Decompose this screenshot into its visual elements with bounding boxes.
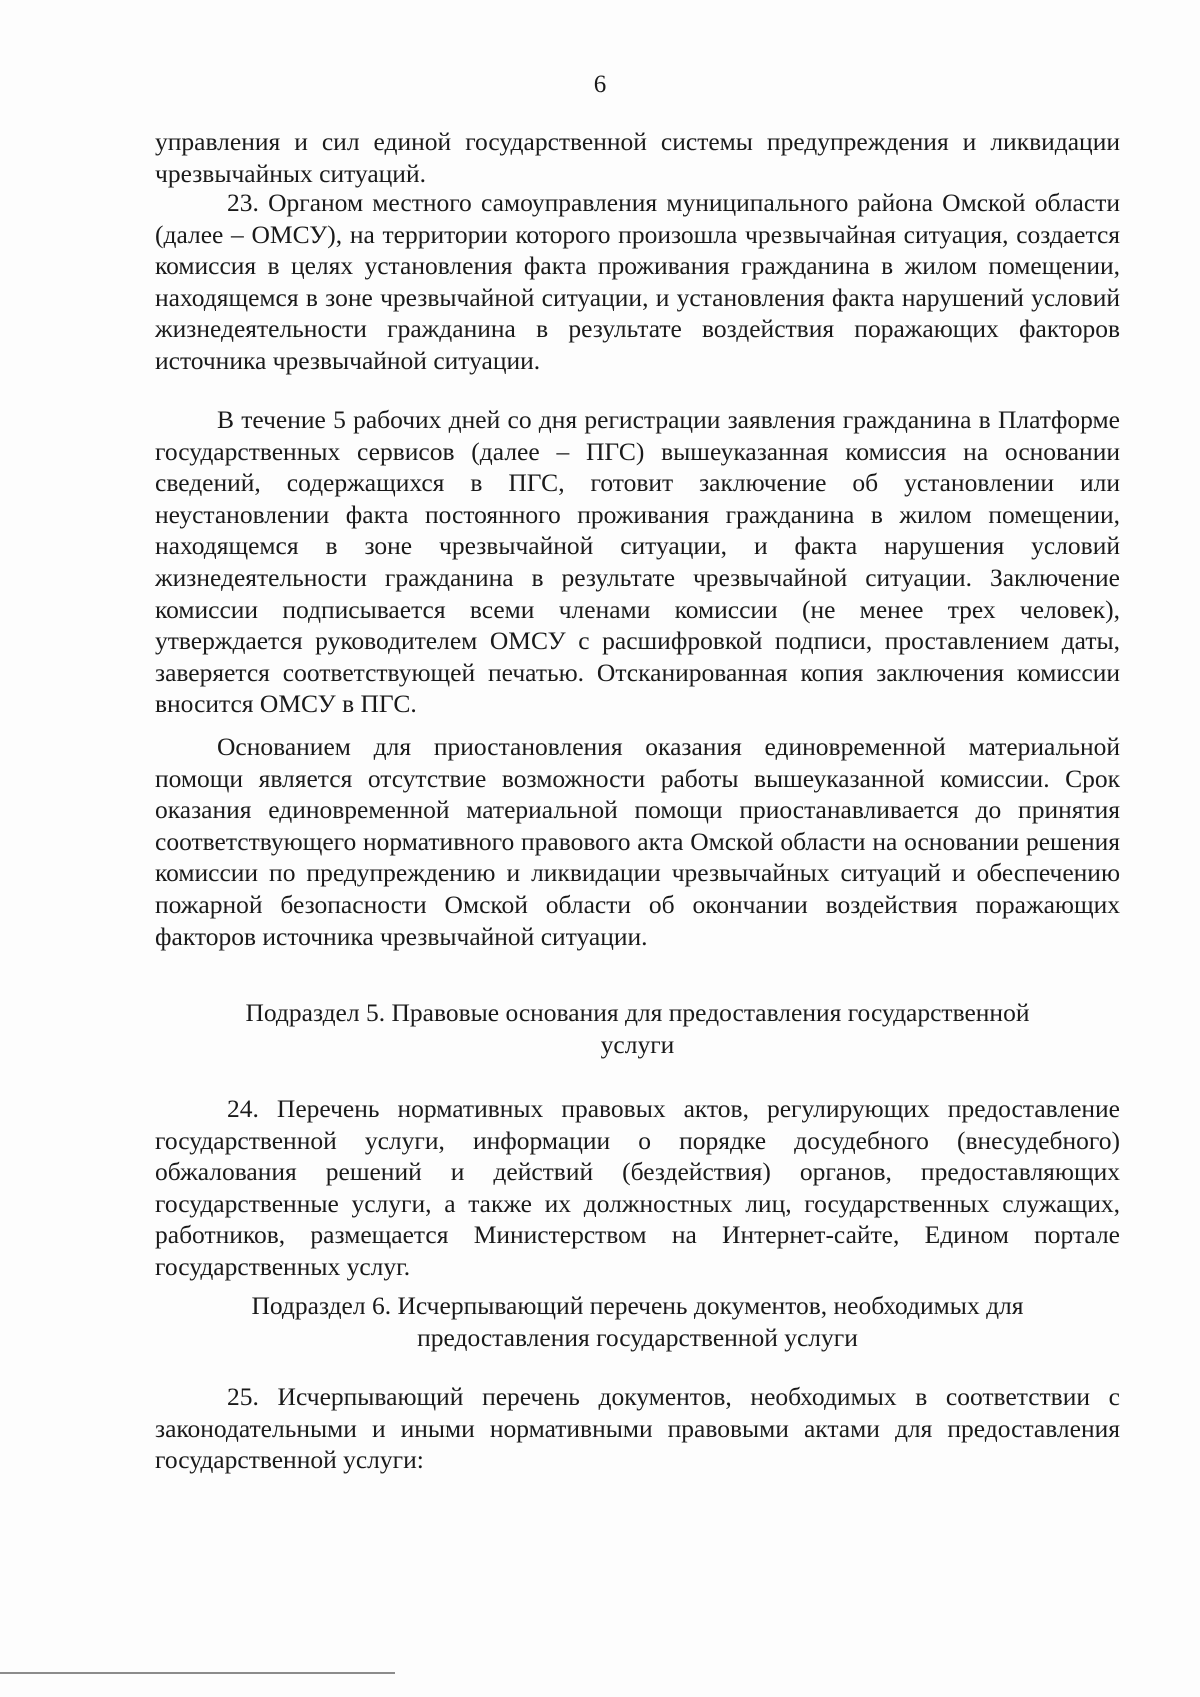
paragraph-23-b: В течение 5 рабочих дней со дня регистрации заявления гражданина в Платформе государственных сервисов (далее – ПГС) вышеуказанная комиссия на основании сведений, содержащихся в ПГС, готовит заключение об установлении или неустановлении факта постоянного проживания гражданина в жилом помещении, находящемся в зоне чрезвычайной ситуации, и факта нарушения условий жизнедеятельности гражданина в результате чрезвычайной ситуации. Заключение комиссии подписывается всеми членами комиссии (не менее трех человек), утверждается руководителем ОМСУ с расшифровкой подписи, проставлением даты, заверяется соответствующей печатью. Отсканированная копия заключения комиссии вносится ОМСУ в ПГС. xyxy=(155,405,1120,719)
paragraph-23: 23. Органом местного самоуправления муниципального района Омской области (далее – ОМСУ), на территории которого произошла чрезвычайная ситуация, создается комиссия в целях установления факта проживания гражданина в жилом помещении, находящемся в зоне чрезвычайной ситуации, и установления факта нарушений условий жизнедеятельности гражданина в результате воздействия поражающих факторов источника чрезвычайной ситуации. xyxy=(155,188,1120,375)
paragraph-25: 25. Исчерпывающий перечень документов, необходимых в соответствии с законодательными и иными нормативными правовыми актами для предоставления государственной услуги: xyxy=(155,1382,1120,1475)
subsection-6-heading-line-2: предоставления государственной услуги xyxy=(417,1323,858,1352)
paragraph-24: 24. Перечень нормативных правовых актов, регулирующих предоставление государственной услуги, информации о порядке досудебного (внесудебного) обжалования решений и действий (бездействия) органов, предоставляющих государственные услуги, а также их должностных лиц, государственных служащих, работников, размещается Министерством на Интернет-сайте, Едином портале государственных услуг. xyxy=(155,1094,1120,1281)
subsection-5-heading xyxy=(155,997,1120,1061)
subsection-5-heading-line-2: услуги xyxy=(600,1030,675,1059)
page-number: 6 xyxy=(593,71,607,98)
subsection-6-heading xyxy=(155,1290,1120,1354)
paragraph-23-c: Основанием для приостановления оказания единовременной материальной помощи является отсутствие возможности работы вышеуказанной комиссии. Срок оказания единовременной материальной помощи приостанавливается до принятия соответствующего нормативного правового акта Омской области на основании решения комиссии по предупреждению и ликвидации чрезвычайных ситуаций и обеспечению пожарной безопасности Омской области об окончании воздействия поражающих факторов источника чрезвычайной ситуации. xyxy=(155,732,1120,951)
subsection-5-heading-line-1: Подраздел 5. Правовые основания для предоставления государственной xyxy=(245,998,1030,1027)
paragraph-continuation: управления и сил единой государственной системы предупреждения и ликвидации чрезвычайных ситуаций. xyxy=(155,127,1120,188)
scan-artifact-line xyxy=(0,1672,395,1674)
subsection-6-heading-line-1: Подраздел 6. Исчерпывающий перечень документов, необходимых для xyxy=(251,1291,1024,1320)
